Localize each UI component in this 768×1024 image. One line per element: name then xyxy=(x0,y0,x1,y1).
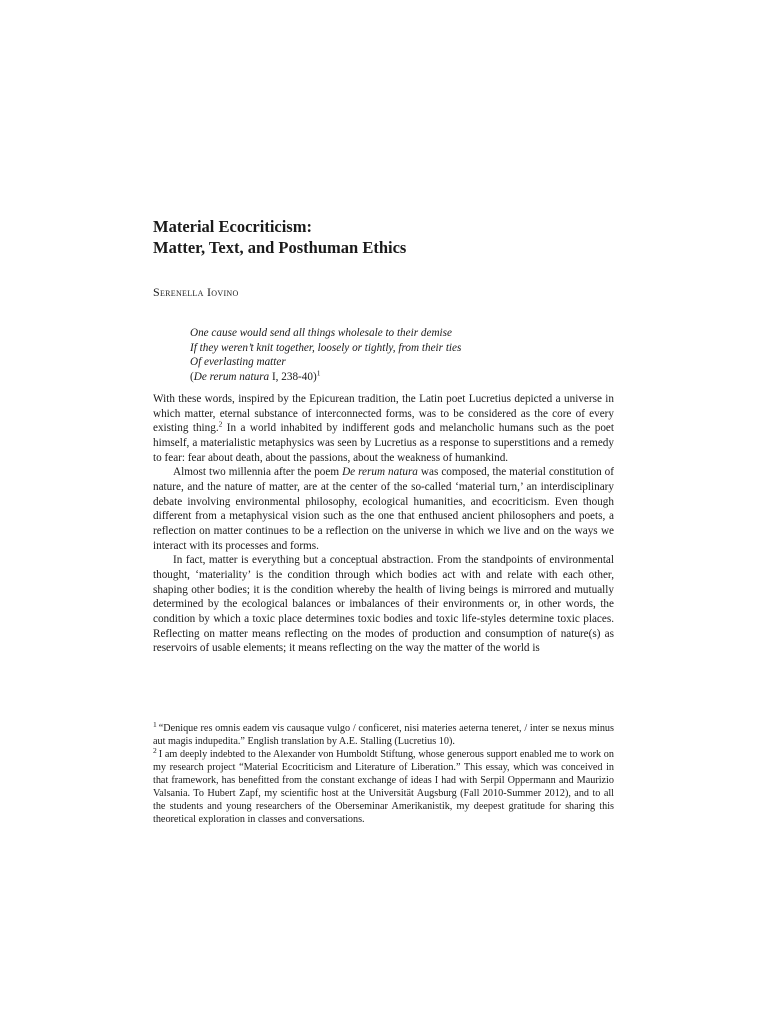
paragraph-2-title: De rerum natura xyxy=(342,466,418,479)
footnote-2 xyxy=(153,745,614,826)
body-text xyxy=(153,392,614,656)
footnote-number: 1 xyxy=(153,719,157,729)
paragraph-2-text-b: was composed, the material constitution of nature, and the nature of matter, are at the center of the so-called ‘material turn,’ an interdisciplinary debate involving environmental philosophy, ecological humanities, and ecocriticism. Even though different from a metaphysical vision such as the one that enthused ancient philosophers and poets, a reflection on matter continues to be a reflection on the universe in which we live and on the ways we interact with its processes and forms. xyxy=(153,466,614,552)
paper-title xyxy=(153,216,613,258)
epigraph-source-rest: I, 238-40) xyxy=(269,370,317,383)
epigraph-line: Of everlasting matter xyxy=(190,356,286,368)
epigraph-source xyxy=(190,367,610,385)
title-line-2: Matter, Text, and Posthuman Ethics xyxy=(153,238,407,257)
footnote-text: “Denique res omnis eadem vis causaque vulgo / conficeret, nisi materies aeterna teneret, / inter se nexus minus aut magis indupedita.” English translation by A.E. Stalling (Lucretius 10). xyxy=(153,723,614,747)
epigraph-source-title: De rerum natura xyxy=(193,370,270,383)
epigraph-line: One cause would send all things wholesale to their demise xyxy=(190,327,452,339)
paragraph-1-text-b: In a world inhabited by indifferent gods and melancholic humans such as the poet himself, a materialistic metaphysics was seen by Lucretius as a response to superstitions and a remedy to fear: fear about death, about the passions, about the weakness of humankind. xyxy=(153,422,614,464)
paragraph-2-text-a: Almost two millennia after the poem xyxy=(173,466,343,479)
epigraph xyxy=(190,326,610,384)
epigraph-source-open: ( xyxy=(190,370,194,383)
footnote-ref-2: 2 xyxy=(218,419,223,429)
footnote-text: I am deeply indebted to the Alexander von Humboldt Stiftung, whose generous support enabled me to work on my research project “Material Ecocriticism and Literature of Liberation.” This essay, which was conceived in that framework, has benefitted from the constant exchange of ideas I had with Serpil Oppermann and Maurizio Valsania. To Hubert Zapf, my scientific host at the Universität Augsburg (Fall 2010-Summer 2012), and to all the students and young researchers of the Oberseminar Amerikanistik, my deepest gratitude for sharing this theoretical exploration in classes and conversations. xyxy=(153,749,614,825)
footnotes xyxy=(153,719,614,826)
footnote-ref-1: 1 xyxy=(316,367,321,377)
epigraph-line: If they weren’t knit together, loosely or tightly, from their ties xyxy=(190,341,462,354)
paragraph-1 xyxy=(153,392,614,465)
paragraph-1-text-a: With these words, inspired by the Epicurean tradition, the Latin poet Lucretius depicted a universe in which matter, eternal substance of interconnected forms, was to be considered as the core of every existing thing. xyxy=(153,393,614,435)
paragraph-3: In fact, matter is everything but a conceptual abstraction. From the standpoints of environmental thought, ‘materiality’ is the condition through which bodies act with and relate with each other, shaping other bodies; it is the condition whereby the health of living beings is mirrored and mutually determined by the ecological balances or imbalances of their environments or, in other words, the condition by which a toxic place determines toxic bodies and toxic life-styles determine toxic places. Reflecting on matter means reflecting on the modes of production and consumption of nature(s) as reservoirs of usable elements; it means reflecting on the way the matter of the world is xyxy=(153,554,614,655)
title-line-1: Material Ecocriticism: xyxy=(153,217,312,236)
footnote-number: 2 xyxy=(153,745,157,755)
paragraph-2 xyxy=(153,465,614,553)
author-name: Serenella Iovino xyxy=(153,285,239,299)
footnote-1 xyxy=(153,719,614,748)
